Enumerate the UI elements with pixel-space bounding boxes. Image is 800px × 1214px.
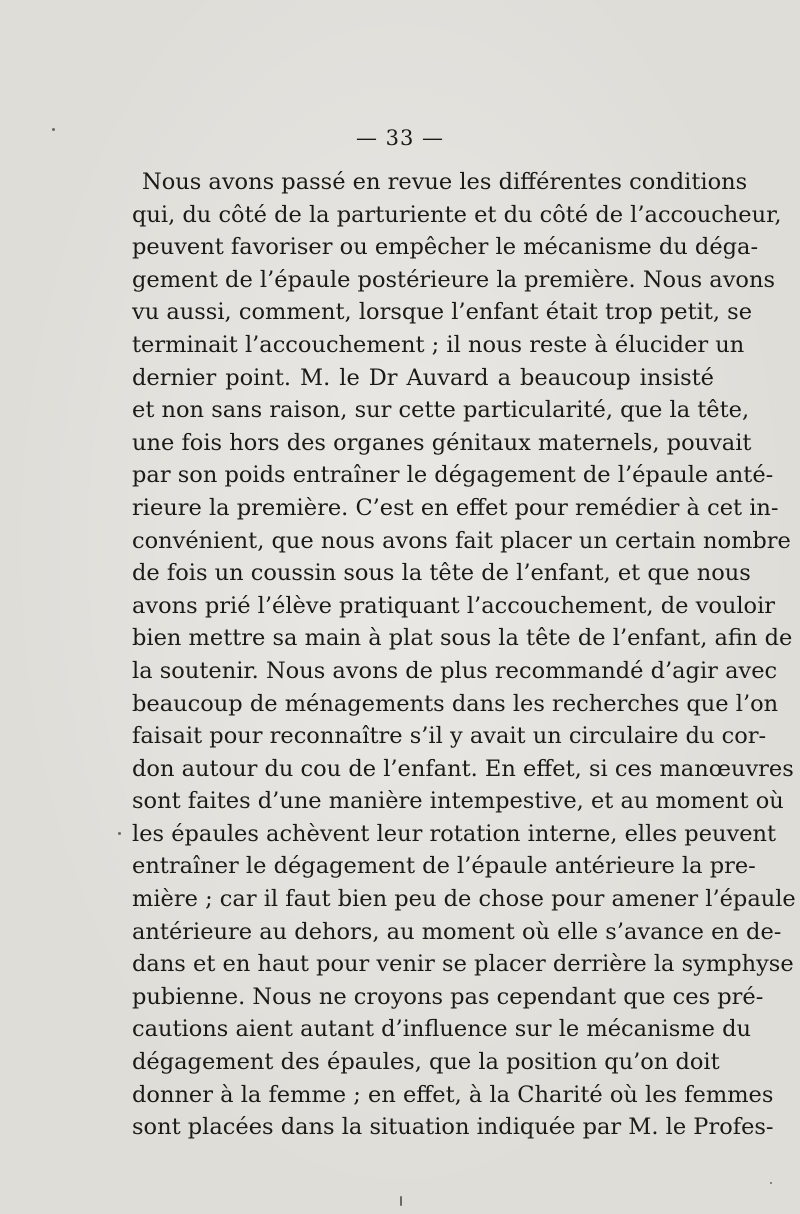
text-line: sont placées dans la situation indiquée par M. le Profes- bbox=[132, 1114, 774, 1141]
page-number: — 33 — bbox=[355, 126, 445, 150]
paper-speck bbox=[52, 128, 55, 131]
text-line: une fois hors des organes génitaux maternels, pouvait bbox=[132, 429, 752, 456]
text-line: par son poids entraîner le dégagement de l’épaule anté- bbox=[132, 462, 774, 489]
text-line: donner à la femme ; en effet, à la Charité où les femmes bbox=[132, 1081, 774, 1108]
text-line: rieure la première. C’est en effet pour remédier à cet in- bbox=[132, 494, 779, 521]
text-line: la soutenir. Nous avons de plus recommandé d’agir avec bbox=[132, 657, 778, 684]
text-line: entraîner le dégagement de l’épaule antérieure la pre- bbox=[132, 853, 756, 880]
text-line: dernier point. M. le Dr Auvard a beaucoup insisté bbox=[132, 364, 714, 391]
text-line: et non sans raison, sur cette particularité, que la tête, bbox=[132, 397, 750, 424]
text-line: faisait pour reconnaître s’il y avait un circulaire du cor- bbox=[132, 723, 767, 750]
paper-speck bbox=[118, 832, 121, 835]
paper-speck bbox=[400, 1196, 402, 1206]
text-line: dégagement des épaules, que la position qu’on doit bbox=[132, 1049, 720, 1076]
text-line: vu aussi, comment, lorsque l’enfant était trop petit, se bbox=[132, 299, 753, 326]
text-line: peuvent favoriser ou empêcher le mécanisme du dégа- bbox=[132, 234, 759, 261]
text-line: antérieure au dehors, au moment où elle s’avance en de- bbox=[132, 918, 782, 945]
text-line: Nous avons passé en revue les différentes conditions bbox=[142, 169, 748, 195]
text-line: gement de l’épaule postérieure la première. Nous avons bbox=[132, 266, 775, 293]
paper-speck bbox=[770, 1182, 772, 1184]
text-line: terminait l’accouchement ; il nous reste à élucider un bbox=[132, 331, 745, 358]
text-line: avons prié l’élève pratiquant l’accouchement, de vouloir bbox=[132, 592, 776, 619]
text-line: don autour du cou de l’enfant. En effet, si ces manœuvres bbox=[132, 755, 794, 782]
text-line: pubienne. Nous ne croyons pas cependant que ces pré- bbox=[132, 983, 764, 1010]
text-line: sont faites d’une manière intempestive, et au moment où bbox=[132, 788, 784, 815]
text-line: mière ; car il faut bien peu de chose pour amener l’épaule bbox=[132, 886, 796, 913]
text-line: beaucoup de ménagements dans les recherches que l’on bbox=[132, 690, 779, 717]
text-line: qui, du côté de la parturiente et du côté de l’accoucheur, bbox=[132, 201, 782, 228]
body-text bbox=[132, 166, 796, 1144]
text-line: de fois un coussin sous la tête de l’enfant, et que nous bbox=[132, 560, 751, 587]
text-line: les épaules achèvent leur rotation interne, elles peuvent bbox=[132, 820, 777, 847]
text-line: dans et en haut pour venir se placer derrière la symphyse bbox=[132, 951, 794, 978]
text-line: cautions aient autant d’influence sur le mécanisme du bbox=[132, 1016, 751, 1043]
text-line: convénient, que nous avons fait placer un certain nombre bbox=[132, 527, 791, 554]
text-line: bien mettre sa main à plat sous la tête de l’enfant, afin de bbox=[132, 625, 793, 652]
